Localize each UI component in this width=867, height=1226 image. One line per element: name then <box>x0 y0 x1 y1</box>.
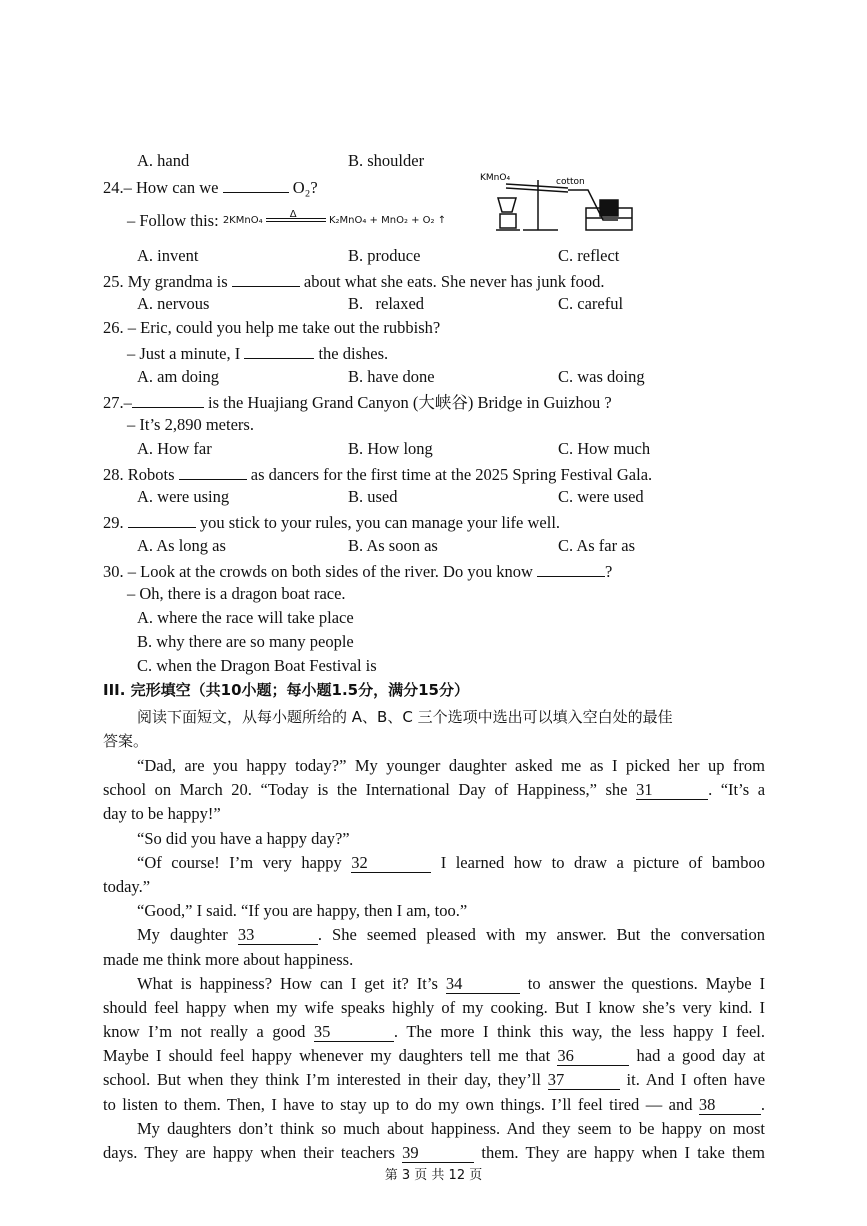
passage-line: “Good,” I said. “If you are happy, then I am, too.” <box>137 901 468 921</box>
passage-text: school on March 20. “Today is the International Day of Happiness,” she <box>103 780 628 800</box>
q23-option-a: A. hand <box>137 151 190 170</box>
q27-option-b: B. How long <box>348 439 433 458</box>
q24-blank <box>223 176 289 193</box>
q24-stem-pre: 24.– How can we <box>103 178 219 197</box>
passage-line: “Dad, are you happy today?” My younger daughter asked me as I picked her up from <box>137 756 765 775</box>
q27-line2: – It’s 2,890 meters. <box>127 415 254 434</box>
eq-left: 2KMnO₄ <box>222 215 263 226</box>
q28-stem <box>103 463 652 485</box>
q28-option-a: A. were using <box>137 487 230 506</box>
passage-line <box>103 1068 765 1092</box>
q29-stem-post: you stick to your rules, you can manage your life well. <box>199 513 561 532</box>
passage-text: My daughter <box>137 925 228 945</box>
q26-line2 <box>127 342 388 364</box>
passage-line <box>103 1141 765 1165</box>
q27-stem-pre: 27.– <box>103 393 132 412</box>
blank-31: 31 <box>636 781 708 800</box>
passage-line <box>103 923 765 947</box>
q25-stem <box>103 270 605 292</box>
section-instruction-line1: 阅读下面短文，从每小题所给的 A、B、C 三个选项中选出可以填入空白处的最佳 <box>137 708 673 726</box>
q24-stem <box>103 176 318 198</box>
passage-text: to answer the questions. Maybe I <box>527 973 766 993</box>
q24-option-a: A. invent <box>137 246 199 265</box>
q26-line2-post: the dishes. <box>318 344 389 363</box>
q29-option-b: B. As soon as <box>348 536 438 555</box>
q30-option-b: B. why there are so many people <box>137 632 354 651</box>
passage-text: had a good day at <box>636 1046 765 1066</box>
q26-option-a: A. am doing <box>137 367 220 386</box>
blank-34: 34 <box>446 975 520 994</box>
q24-follow-label: – Follow this: <box>127 211 219 230</box>
q30-stem-pre: 30. – Look at the crowds on both sides of the river. Do you know <box>103 562 533 581</box>
q29-option-c: C. As far as <box>558 536 635 555</box>
q28-option-c: C. were used <box>558 487 644 506</box>
passage-line: made me think more about happiness. <box>103 949 354 969</box>
q24-option-c: C. reflect <box>558 246 620 265</box>
blank-35: 35 <box>314 1023 394 1042</box>
q25-option-a: A. nervous <box>137 294 210 313</box>
q29-stem <box>103 511 560 533</box>
passage-text: to listen to them. Then, I have to stay up to do my own things. I’ll feel tired — and <box>103 1094 693 1114</box>
section-instruction-line2: 答案。 <box>103 732 149 750</box>
passage-line: My daughters don’t think so much about happiness. And they seem to be happy on most <box>137 1118 765 1138</box>
q30-option-c: C. when the Dragon Boat Festival is <box>137 656 377 675</box>
section-heading: III. 完形填空（共10小题；每小题1.5分，满分15分） <box>103 681 469 699</box>
eq-right: K₂MnO₄ + MnO₂ + O₂ ↑ <box>328 215 447 226</box>
q27-option-a: A. How far <box>137 439 212 458</box>
q25-stem-pre: 25. My grandma is <box>103 272 228 291</box>
q26-line2-pre: – Just a minute, I <box>127 344 241 363</box>
q27-stem <box>103 391 612 413</box>
q30-stem-post: ? <box>604 562 613 581</box>
label-kmno4: KMnO₄ <box>480 173 511 183</box>
passage-line <box>103 1044 765 1068</box>
q28-blank <box>179 463 247 480</box>
q30-option-a: A. where the race will take place <box>137 608 354 627</box>
passage-line: today.” <box>103 876 151 896</box>
passage-line: day to be happy!” <box>103 804 221 824</box>
blank-38: 38 <box>699 1096 761 1115</box>
q24-follow <box>127 211 446 234</box>
passage-line: should feel happy when my wife speaks highly of my cooking. But I know she’s very kind. I <box>103 997 765 1017</box>
q28-option-b: B. used <box>348 487 398 506</box>
q25-option-c: C. careful <box>558 294 624 313</box>
q25-stem-post: about what she eats. She never has junk food. <box>303 272 605 291</box>
passage-text: I learned how to draw a picture of bamboo <box>440 852 765 872</box>
q29-blank <box>128 511 196 528</box>
passage-text: . <box>760 1094 766 1114</box>
passage-text: days. They are happy when their teachers <box>103 1143 395 1162</box>
q23-option-b: B. shoulder <box>348 151 425 170</box>
passage-text: it. And I often have <box>626 1070 766 1090</box>
blank-33: 33 <box>238 926 318 945</box>
page-footer: 第 3 页 共 12 页 <box>384 1168 483 1183</box>
q24-stem-post: O₂? <box>292 178 318 197</box>
q27-stem-post: is the Huajiang Grand Canyon (大峡谷) Bridge in Guizhou ? <box>208 393 612 412</box>
passage-text: them. They are happy when I take them <box>481 1143 766 1162</box>
passage-text: . She seemed pleased with my answer. But the conversation <box>317 925 765 945</box>
blank-36: 36 <box>557 1047 629 1066</box>
passage <box>103 754 765 1165</box>
heating-apparatus <box>496 180 632 230</box>
passage-text: school. But when they think I’m interested in their day, they’ll <box>103 1070 541 1090</box>
q26-option-b: B. have done <box>348 367 435 386</box>
passage-text: Maybe I should feel happy whenever my daughters tell me that <box>103 1046 551 1066</box>
passage-line <box>103 1093 765 1117</box>
label-cotton: cotton <box>556 177 585 187</box>
q29-option-a: A. As long as <box>137 536 226 555</box>
q30-blank <box>537 560 605 577</box>
q28-stem-pre: 28. Robots <box>103 465 175 484</box>
q24-option-b: B. produce <box>348 246 421 265</box>
q26-blank <box>244 342 314 359</box>
q25-option-b: B. relaxed <box>348 294 425 313</box>
passage-text: What is happiness? How can I get it? It’s <box>137 973 438 993</box>
q27-blank <box>132 391 204 408</box>
blank-32: 32 <box>351 854 431 873</box>
blank-37: 37 <box>548 1071 620 1090</box>
q27-option-c: C. How much <box>558 439 651 458</box>
q26-option-c: C. was doing <box>558 367 645 386</box>
q30-line2: – Oh, there is a dragon boat race. <box>127 584 346 603</box>
apparatus-figure <box>478 170 638 236</box>
eq-arrow <box>266 209 326 222</box>
q25-blank <box>232 270 300 287</box>
eq-condition: Δ <box>289 209 297 220</box>
q28-stem-post: as dancers for the first time at the 2025 Spring Festival Gala. <box>250 465 653 484</box>
passage-line <box>103 972 765 996</box>
q24-equation <box>222 209 447 226</box>
passage-text: know I’m not really a good <box>103 1022 306 1042</box>
passage-line <box>103 851 765 875</box>
passage-line <box>103 1020 765 1044</box>
passage-text: . “It’s a <box>708 780 766 800</box>
q26-line1: 26. – Eric, could you help me take out the rubbish? <box>103 318 441 337</box>
passage-line <box>103 778 765 802</box>
passage-line: “So did you have a happy day?” <box>137 828 350 848</box>
q30-stem <box>103 560 612 582</box>
q29-stem-pre: 29. <box>103 513 124 532</box>
passage-text: . The more I think this way, the less happy I feel. <box>393 1022 765 1042</box>
blank-39: 39 <box>402 1144 474 1163</box>
passage-text: “Of course! I’m very happy <box>137 852 342 872</box>
